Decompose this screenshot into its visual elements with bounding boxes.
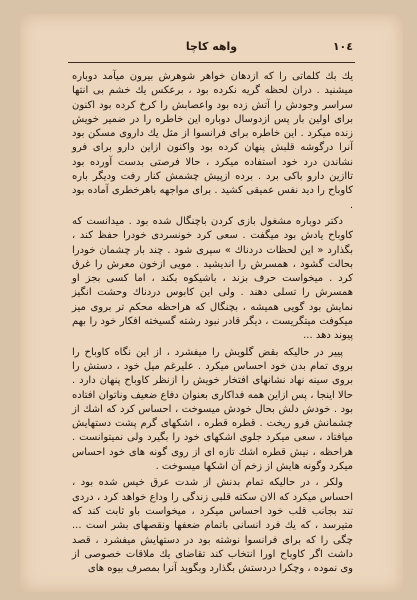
page-header <box>70 40 353 58</box>
page-number: ١٠٤ <box>332 40 353 53</box>
book-page <box>20 14 403 592</box>
body-text <box>72 70 353 575</box>
header-rule <box>68 62 355 63</box>
running-title: واهه کاچا <box>185 40 238 53</box>
paragraph: پییر در حالیکه بقض گلویش را میفشرد ، از این نگاه کاوباح را بروی تمام بدن خود احساس میکرد . علیرغم میل خود ، دستش را بروی سینه نهاد نشانهای افتخار خویش را ازنظر کاوباح پنهان دارد . حالا اینجا ، پس ازاین همه فداکاری بعنوان دفاع ضعیف وناتوان افتاده بود . خودش دلش بحال خودش میسوخت ، احساس کرد که اشك از چشمانش فرو ریخت . قطره قطره ، اشکهای گرم پشت دستهایش میافتاد ، سعی میکرد جلوی اشکهای خود را بگیرد ولی نمیتوانست . هراحظه ، نیش قطره اشك تازه ای از روی گونه های خود احساس میکرد وگونه هایش از زخم آن اشکها میسوخت . <box>72 346 353 473</box>
paragraph: ولکر ، در حالیکه تمام بدنش از شدت عرق خیس شده بود ، احساس میکرد که الان سکته قلبی زندگی را وداع خواهد کرد ، دردی تند بجانب قلب خود احساس میکرد ، میخواست باو ثابت کند که متیرسد ، که یك فرد انسانی باتمام ضعفها ونقصهای بشر است ... چگی را که برای فرانسوا نوشته بود در دستهایش میفشرد ، قصد داشت اگر کاوباح اورا انتخاب کند تقاضای یك ملاقات خصوصی از وی نموده ، وچكرا دردستش بگذارد وبگوید آنرا بمصرف بیوه های <box>72 477 353 575</box>
paragraph: یك بك کلماتی را که ازدهان خواهر شوهرش بیرون میآمد دوباره میشنید . دران لحظه گریه نکرده بود ، برعکس یك خشم بی انتها سراسر وجودش را آتش زده بود واعصابش را کرخ کرده بود اکنون برای اولین بار پس ازدوسال دوباره این خاطره را در ضمیر خویش زنده میکرد . این خاطره برای فرانسوا از مثل یك داروی مسکن بود آنرا درگوشه قلبش پنهان کرده بود واکنون ازاین دارو برای فرو نشاندن درد خود استفاده میکرد ، حالا فرصتی بدست آورده بود تاازین دارو باکی برد . برده ازپیش چشمش کنار رفت ودیگر باره کاوباح را دید نفس عمیقی کشید . برای مواجهه باهرخطری آماده بود . <box>72 71 353 211</box>
paragraph: دکتر دوباره مشغول بازی کردن باچنگال شده بود . میدانست که کاوباح یادش بود میگفت . سعی کرد خونسردی خودرا حفظ کند ، بگذارد « این لحظات دردناك » سپری شود . چند بار چشمان خودرا بحالت گشود ، همسرش را اندیشید . مویی ازخون معرش را غرق کرد . میخواست حرف بزند ، باشیکوه بکند ، اما کسی بجز او همسرش را تسلی دهند . ولی این کابوس دردناك وحشت انگیز نمایش بود گویی همیشه ، بچنگال که هراحظه محکم تر بروی میز میکوفت میتگریست ، دیگر قادر نبود رشته گسیخته افکار خود را بهم پیوند دهد ... <box>72 215 353 342</box>
